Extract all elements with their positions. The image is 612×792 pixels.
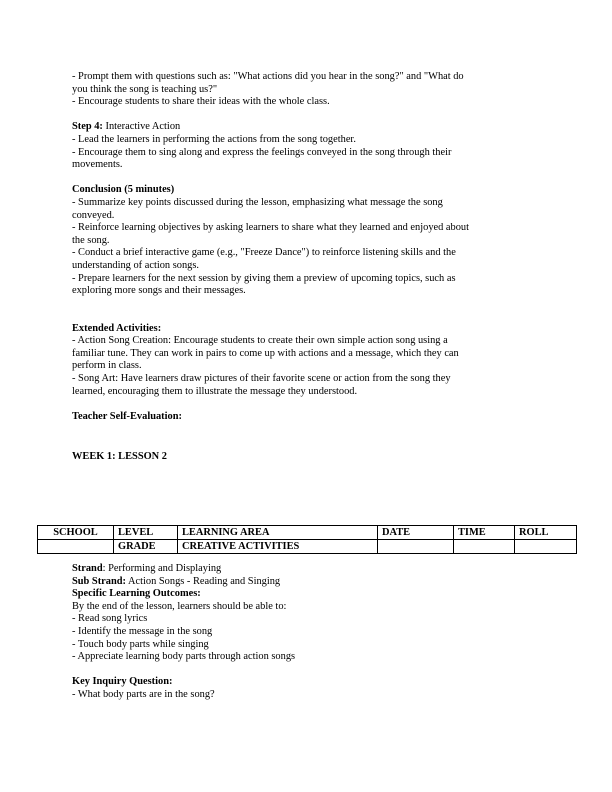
table-row (38, 540, 577, 554)
sub-strand-value: Action Songs - Reading and Singing (126, 575, 281, 587)
table-cell: ROLL (515, 526, 577, 540)
extended-activities-section (72, 323, 542, 399)
step4-section (72, 121, 542, 171)
table-cell: LEARNING AREA (178, 526, 378, 540)
text-line: conveyed. (72, 209, 115, 221)
text-line: - Song Art: Have learners draw pictures of their favorite scene or action from the song they (72, 373, 451, 385)
extended-activities-heading: Extended Activities: (72, 322, 162, 334)
text-line: learned, encouraging them to illustrate the message they understood. (72, 385, 358, 397)
step4-title: Interactive Action (102, 121, 181, 133)
text-line: - Prompt them with questions such as: "What actions did you hear in the song?" and "What do (72, 71, 464, 82)
table-cell: DATE (378, 526, 454, 540)
text-line: - Prepare learners for the next session by giving them a preview of upcoming topics, such as (72, 272, 456, 284)
sub-strand-line (72, 576, 542, 589)
text-line: - Summarize key points discussed during the lesson, emphasizing what message the song (72, 196, 443, 208)
lesson-plan-upper (72, 71, 542, 464)
strand-label: Strand (72, 563, 103, 574)
lesson-info-table (37, 525, 577, 554)
table-cell: LEVEL (114, 526, 178, 540)
step3-continuation (72, 71, 542, 109)
step4-label: Step 4: (72, 121, 103, 133)
table-cell (515, 540, 577, 554)
text-line: exploring more songs and their messages. (72, 285, 246, 297)
list-item: - What body parts are in the song? (72, 688, 215, 700)
sub-strand-label: Sub Strand: (72, 575, 126, 587)
text-line: - Lead the learners in performing the actions from the song together. (72, 133, 356, 145)
table-cell: CREATIVE ACTIVITIES (178, 540, 378, 554)
text-line: - Action Song Creation: Encourage students to create their own simple action song using a (72, 335, 448, 347)
list-item: - Read song lyrics (72, 613, 148, 625)
table-cell (454, 540, 515, 554)
strand-line (72, 563, 542, 576)
text-line: - Encourage students to share their ideas with the whole class. (72, 96, 330, 108)
table-cell (378, 540, 454, 554)
text-line: familiar tune. They can work in pairs to come up with actions and a message, which they can (72, 347, 459, 359)
outcomes-intro: By the end of the lesson, learners should be able to: (72, 600, 287, 612)
text-line: understanding of action songs. (72, 259, 199, 271)
list-item: - Appreciate learning body parts through action songs (72, 651, 296, 663)
list-item: - Touch body parts while singing (72, 638, 209, 650)
outcomes-heading: Specific Learning Outcomes: (72, 588, 201, 600)
lesson-plan-lower (72, 563, 542, 702)
text-line: - Conduct a brief interactive game (e.g., "Freeze Dance") to reinforce listening skills and the (72, 247, 456, 259)
table-cell (38, 540, 114, 554)
step4-heading (72, 121, 542, 134)
text-line: - Reinforce learning objectives by asking learners to share what they learned and enjoyed about (72, 222, 470, 234)
text-line: the song. (72, 234, 110, 246)
table-header-row (38, 526, 577, 540)
table-cell: SCHOOL (38, 526, 114, 540)
text-line: you think the song is teaching us?" (72, 83, 218, 95)
strand-value: : Performing and Displaying (102, 563, 222, 574)
week-lesson-heading: WEEK 1: LESSON 2 (72, 451, 167, 463)
conclusion-section (72, 184, 542, 297)
text-line: movements. (72, 159, 123, 171)
conclusion-heading: Conclusion (5 minutes) (72, 184, 175, 196)
table-cell: GRADE (114, 540, 178, 554)
table-cell: TIME (454, 526, 515, 540)
text-line: - Encourage them to sing along and express the feelings conveyed in the song through their (72, 146, 452, 158)
key-inquiry-heading: Key Inquiry Question: (72, 676, 173, 688)
list-item: - Identify the message in the song (72, 625, 213, 637)
text-line: perform in class. (72, 360, 142, 372)
teacher-self-evaluation-heading: Teacher Self-Evaluation: (72, 410, 182, 422)
